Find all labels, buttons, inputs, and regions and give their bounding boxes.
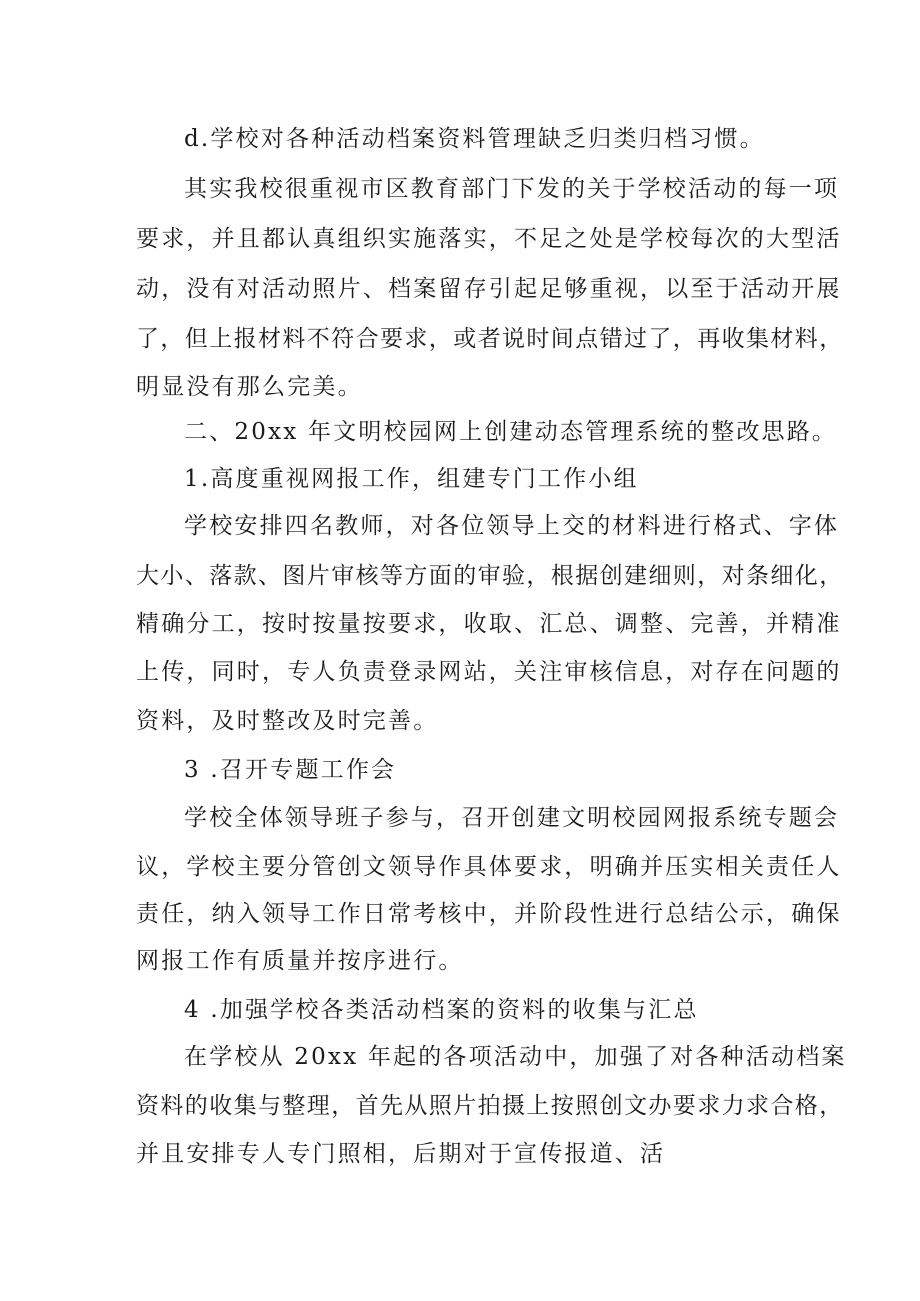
item-3-line-3: 责任，纳入领导工作日常考核中，并阶段性进行总结公示，确保	[136, 901, 842, 927]
item-1-line-3: 精确分工，按时按量按要求，收取、汇总、调整、完善，并精准	[136, 611, 842, 637]
para-1-line-3: 动，没有对活动照片、档案留存引起足够重视，以至于活动开展	[136, 276, 842, 302]
item-1-line-1: 学校安排四名教师，对各位领导上交的材料进行格式、字体	[184, 513, 840, 539]
item-1-line-4: 上传，同时，专人负责登录网站，关注审核信息，对存在问题的	[136, 659, 842, 685]
para-1-line-4: 了，但上报材料不符合要求，或者说时间点错过了，再收集材料，	[136, 326, 844, 352]
item-4-line-3: 并且安排专人专门照相，后期对于宣传报道、活	[136, 1141, 666, 1167]
para-1-line-1: 其实我校很重视市区教育部门下发的关于学校活动的每一项	[184, 176, 840, 202]
item-4-heading: 4 .加强学校各类活动档案的资料的收集与汇总	[184, 997, 699, 1023]
item-3-line-2: 议，学校主要分管创文领导作具体要求，明确并压实相关责任人	[136, 854, 842, 880]
item-1-line-2: 大小、落款、图片审核等方面的审验，根据创建细则，对条细化，	[136, 563, 844, 589]
para-1-line-2: 要求，并且都认真组织实施落实，不足之处是学校每次的大型活	[136, 226, 842, 252]
para-1-line-5: 明显没有那么完美。	[136, 374, 363, 400]
item-3-line-4: 网报工作有质量并按序进行。	[136, 948, 464, 974]
item-3-line-1: 学校全体领导班子参与，召开创建文明校园网报系统专题会	[184, 805, 840, 831]
item-4-line-2: 资料的收集与整理，首先从照片拍摄上按照创文办要求力求合格，	[136, 1093, 844, 1119]
item-3-heading: 3 .召开专题工作会	[184, 757, 397, 783]
item-1-heading: 1.高度重视网报工作，组建专门工作小组	[184, 466, 639, 492]
item-4-line-1: 在学校从 20xx 年起的各项活动中，加强了对各种活动档案	[184, 1044, 847, 1070]
item-1-line-5: 资料，及时整改及时完善。	[136, 708, 439, 734]
para-d-line-1: d.学校对各种活动档案资料管理缺乏归类归档习惯。	[184, 126, 765, 152]
section-2-heading: 二、20xx 年文明校园网上创建动态管理系统的整改思路。	[184, 419, 838, 445]
